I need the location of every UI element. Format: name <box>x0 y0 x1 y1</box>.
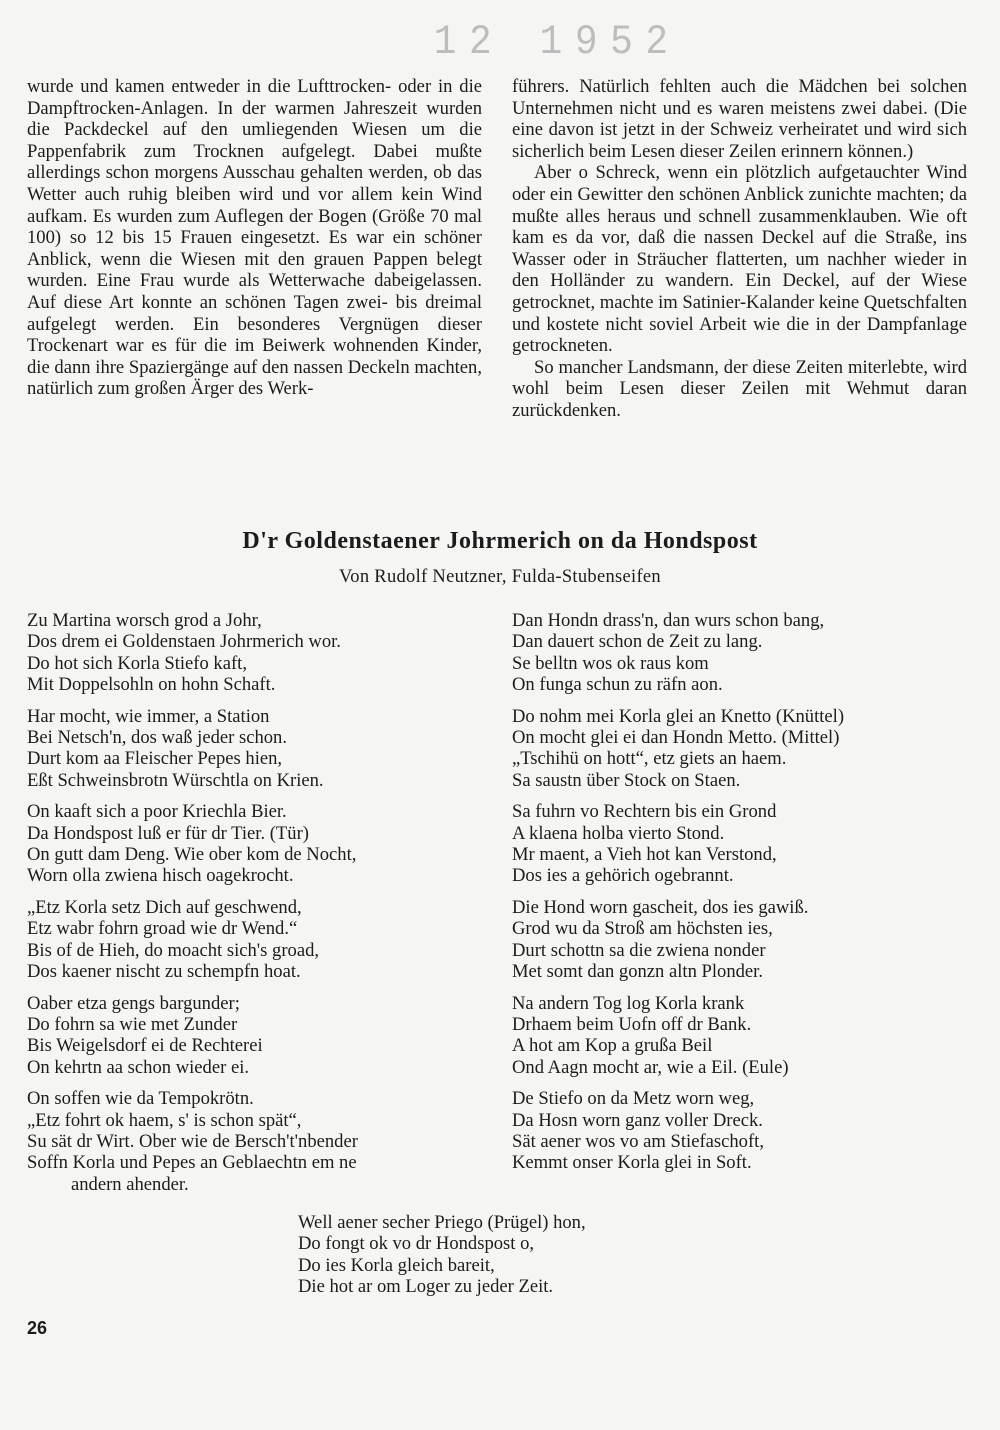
poem-line: Har mocht, wie immer, a Station <box>27 705 270 727</box>
poem-line: On funga schun zu räfn aon. <box>512 674 723 696</box>
poem-line: A klaena holba vierto Stond. <box>512 822 725 844</box>
poem-line: Durt kom aa Fleischer Pepes hien, <box>27 748 283 770</box>
poem-line: Die Hond worn gascheit, dos ies gawiß. <box>512 896 809 918</box>
article-paragraph: wurde und kamen entweder in die Lufttrocken- oder in die Dampftrocken-Anlagen. In der warmen Jahreszeit wurden die Packdeckel auf den umliegenden Wiesen um die Pappenfabrik zum Trocknen aufgelegt. Dabei mußte allerdings schon morgens Ausschau gehalten werden, ob das Wetter auch ruhig bleiben wird und vor allem kein Wind aufkam. Es wurden zum Auflegen der Bogen (Größe 70 mal 100) so 12 bis 15 Frauen eingesetzt. Es war ein schöner Anblick, wenn die Wiesen mit den grauen Pappen belegt wurden. Eine Frau wurde als Wetterwache dabeigelassen. Auf diese Art konnte an schönen Tagen zwei- bis dreimal aufgelegt werden. Ein besonderes Vergnügen dieser Trockenart war es für die im Beiwerk wohnenden Kinder, die dann ihre Spaziergänge auf den nassen Deckeln machten, natürlich zum großen Ärger des Werk- <box>27 76 482 400</box>
poem-stanza <box>27 897 497 983</box>
poem-line: Kemmt onser Korla glei in Soft. <box>512 1152 752 1174</box>
poem-line: Sa fuhrn vo Rechtern bis ein Grond <box>512 801 777 823</box>
poem-line: Bis Weigelsdorf ei de Rechterei <box>27 1035 263 1057</box>
poem-line: Dos ies a gehörich ogebrannt. <box>512 865 734 887</box>
poem-stanza <box>512 706 982 792</box>
poem-title: D'r Goldenstaener Johrmerich on da Hondspost <box>242 528 758 554</box>
poem-line: Bis of de Hieh, do moacht sich's groad, <box>27 939 320 961</box>
poem-stanza <box>27 801 497 887</box>
poem-stanza <box>27 1088 497 1195</box>
poem-final-stanza <box>298 1212 586 1298</box>
archive-stamp: 12 1952 <box>433 18 681 66</box>
poem-line: Da Hosn worn ganz voller Dreck. <box>512 1109 763 1131</box>
article-paragraph: So mancher Landsmann, der diese Zeiten miterlebte, wird wohl beim Lesen dieser Zeilen mit Wehmut daran zurückdenken. <box>512 356 967 421</box>
poem-line: On soffen wie da Tempokrötn. <box>27 1088 254 1110</box>
poem-line: Oaber etza gengs bargunder; <box>27 992 240 1014</box>
poem-stanza <box>27 706 497 792</box>
poem-line: Do fohrn sa wie met Zunder <box>27 1013 238 1035</box>
poem-line: Dan Hondn drass'n, dan wurs schon bang, <box>512 610 825 631</box>
poem-line: „Etz fohrt ok haem, s' is schon spät“, <box>27 1109 302 1131</box>
poem-line: Na andern Tog log Korla krank <box>512 992 745 1014</box>
poem-line: On kehrtn aa schon wieder ei. <box>27 1056 250 1078</box>
article-right-column <box>512 76 967 422</box>
page-number: 26 <box>27 1318 48 1338</box>
poem-left-column <box>27 610 497 1205</box>
poem-stanza <box>27 993 497 1079</box>
poem-line: Eßt Schweinsbrotn Würschtla on Krien. <box>27 769 324 791</box>
poem-line: On kaaft sich a poor Kriechla Bier. <box>27 801 287 823</box>
poem-line: Do ies Korla gleich bareit, <box>298 1254 495 1276</box>
poem-line: A hot am Kop a grußa Beil <box>512 1035 713 1057</box>
poem-line: „Tschihü on hott“, etz giets an haem. <box>512 748 787 770</box>
poem-line: Dan dauert schon de Zeit zu lang. <box>512 631 763 653</box>
poem-line: andern ahender. <box>71 1173 189 1195</box>
poem-line: On gutt dam Deng. Wie ober kom de Nocht, <box>27 844 357 866</box>
poem-line: Sät aener wos vo am Stiefaschoft, <box>512 1130 764 1152</box>
poem-line: Drhaem beim Uofn off dr Bank. <box>512 1013 752 1035</box>
poem-stanza <box>512 610 982 696</box>
poem-line: Worn olla zwiena hisch oagekrocht. <box>27 865 294 887</box>
poem-line: Mr maent, a Vieh hot kan Verstond, <box>512 844 777 866</box>
poem-stanza <box>512 993 982 1079</box>
poem-byline: Von Rudolf Neutzner, Fulda-Stubenseifen <box>339 567 661 587</box>
poem-line: Dos drem ei Goldenstaen Johrmerich wor. <box>27 631 341 653</box>
poem-line: Se belltn wos ok raus kom <box>512 652 709 674</box>
poem-line: Do fongt ok vo dr Hondspost o, <box>298 1233 535 1255</box>
poem-line: Mit Doppelsohln on hohn Schaft. <box>27 674 276 696</box>
poem-stanza <box>512 801 982 887</box>
poem-line: On mocht glei ei dan Hondn Metto. (Mittel) <box>512 727 840 749</box>
poem-line: Do hot sich Korla Stiefo kaft, <box>27 652 247 674</box>
poem-line: De Stiefo on da Metz worn weg, <box>512 1088 755 1110</box>
poem-line: Ond Aagn mocht ar, wie a Eil. (Eule) <box>512 1056 789 1078</box>
poem-line: Met somt dan gonzn altn Plonder. <box>512 961 763 983</box>
poem-stanza <box>512 1088 982 1174</box>
poem-line: Etz wabr fohrn groad wie dr Wend.“ <box>27 918 298 940</box>
poem-line: Zu Martina worsch grod a Johr, <box>27 610 262 631</box>
article-paragraph: Aber o Schreck, wenn ein plötzlich aufgetauchter Wind oder ein Gewitter den schönen Anblick zunichte machten; da mußte alles heraus und schnell zusammenklauben. Wie oft kam es da vor, daß die nassen Deckel auf die Straße, ins Wasser oder in Sträucher flatterten, um nachher wieder in den Holländer zu wandern. Ein Deckel, auf der Wiese getrocknet, machte im Satinier-Kalander keine Quetschfalten und kostete nicht soviel Arbeit wie die in der Dampfanlage getrockneten. <box>512 162 967 357</box>
poem-line: Dos kaener nischt zu schempfn hoat. <box>27 961 301 983</box>
poem-line: Do nohm mei Korla glei an Knetto (Knüttel) <box>512 705 845 727</box>
poem-line: Su sät dr Wirt. Ober wie de Bersch't'nbender <box>27 1130 358 1152</box>
poem-stanza <box>27 610 497 696</box>
poem-line: Sa saustn über Stock on Staen. <box>512 769 741 791</box>
poem-line: Soffn Korla und Pepes an Geblaechtn em ne <box>27 1152 357 1174</box>
article-left-column <box>27 76 482 400</box>
poem-stanza <box>512 897 982 983</box>
poem-right-column <box>512 610 982 1184</box>
poem-line: Grod wu da Stroß am höchsten ies, <box>512 918 773 940</box>
poem-line: Durt schottn sa die zwiena nonder <box>512 939 766 961</box>
poem-line: Bei Netsch'n, dos waß jeder schon. <box>27 727 287 749</box>
poem-line: Da Hondspost luß er für dr Tier. (Tür) <box>27 822 309 844</box>
poem-line: „Etz Korla setz Dich auf geschwend, <box>27 896 302 918</box>
poem-line: Well aener secher Priego (Prügel) hon, <box>298 1212 586 1233</box>
article-paragraph: führers. Natürlich fehlten auch die Mädchen bei solchen Unternehmen nicht und es waren meistens zwei dabei. (Die eine davon ist jetzt in der Schweiz verheiratet und wird sich sicherlich beim Lesen dieser Zeilen erinnern können.) <box>512 76 967 162</box>
poem-line: Die hot ar om Loger zu jeder Zeit. <box>298 1276 554 1298</box>
